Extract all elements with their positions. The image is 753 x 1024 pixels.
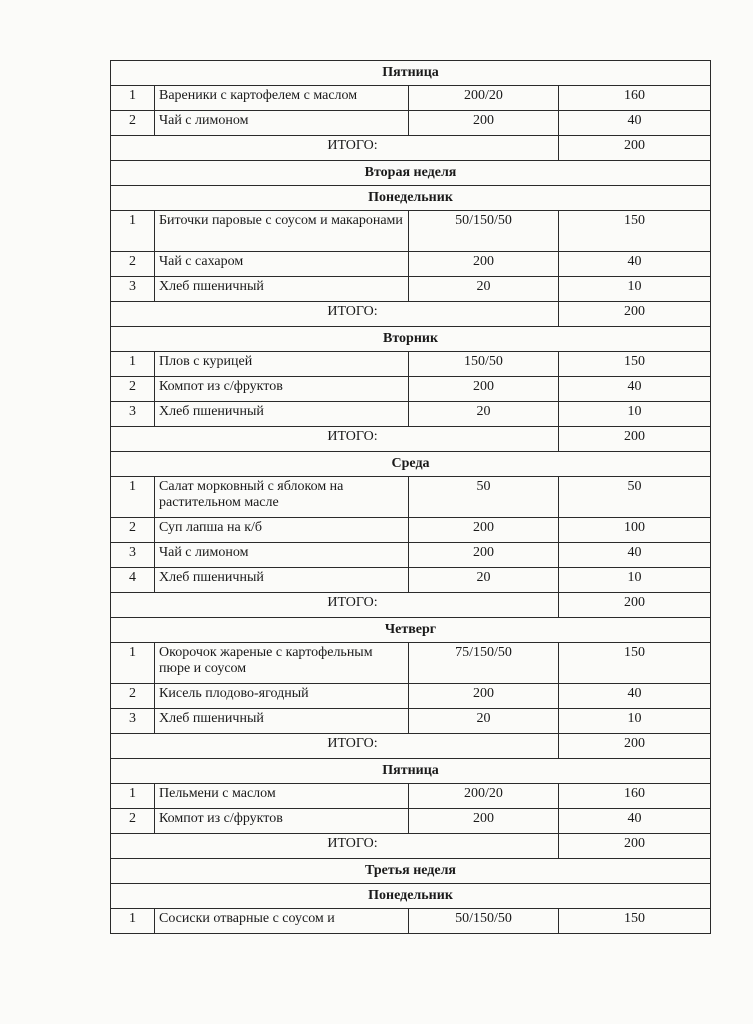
- section-header-row: [111, 759, 711, 784]
- calories: 10: [559, 277, 711, 302]
- calories: 10: [559, 709, 711, 734]
- dish-name: Биточки паровые с соусом и макаронами: [155, 211, 409, 252]
- portion-size: 20: [409, 277, 559, 302]
- total-row: [111, 734, 711, 759]
- item-number: 2: [111, 809, 155, 834]
- dish-name: Салат морковный с яблоком на растительном масле: [155, 477, 409, 518]
- calories: 40: [559, 252, 711, 277]
- table-row: [111, 568, 711, 593]
- portion-size: 200/20: [409, 86, 559, 111]
- calories: 50: [559, 477, 711, 518]
- section-header: Среда: [111, 452, 711, 477]
- section-header-row: [111, 327, 711, 352]
- calories: 10: [559, 568, 711, 593]
- calories: 150: [559, 909, 711, 934]
- section-header-row: [111, 186, 711, 211]
- item-number: 3: [111, 709, 155, 734]
- item-number: 3: [111, 543, 155, 568]
- menu-table: [110, 60, 711, 934]
- dish-name: Чай с сахаром: [155, 252, 409, 277]
- calories: 10: [559, 402, 711, 427]
- dish-name: Плов с курицей: [155, 352, 409, 377]
- dish-name: Хлеб пшеничный: [155, 568, 409, 593]
- dish-name: Компот из с/фруктов: [155, 809, 409, 834]
- item-number: 3: [111, 277, 155, 302]
- total-label: ИТОГО:: [111, 593, 559, 618]
- portion-size: 150/50: [409, 352, 559, 377]
- table-row: [111, 211, 711, 252]
- total-value: 200: [559, 136, 711, 161]
- item-number: 2: [111, 684, 155, 709]
- portion-size: 200: [409, 111, 559, 136]
- dish-name: Чай с лимоном: [155, 543, 409, 568]
- total-label: ИТОГО:: [111, 734, 559, 759]
- item-number: 2: [111, 377, 155, 402]
- section-header-row: [111, 884, 711, 909]
- calories: 150: [559, 211, 711, 252]
- table-row: [111, 809, 711, 834]
- section-header: Понедельник: [111, 186, 711, 211]
- dish-name: Сосиски отварные с соусом и: [155, 909, 409, 934]
- section-header: Четверг: [111, 618, 711, 643]
- portion-size: 200: [409, 684, 559, 709]
- section-header: Вторая неделя: [111, 161, 711, 186]
- dish-name: Суп лапша на к/б: [155, 518, 409, 543]
- item-number: 1: [111, 643, 155, 684]
- item-number: 1: [111, 784, 155, 809]
- total-label: ИТОГО:: [111, 302, 559, 327]
- portion-size: 50: [409, 477, 559, 518]
- portion-size: 200: [409, 377, 559, 402]
- portion-size: 200: [409, 252, 559, 277]
- total-label: ИТОГО:: [111, 834, 559, 859]
- portion-size: 75/150/50: [409, 643, 559, 684]
- total-row: [111, 427, 711, 452]
- section-header-row: [111, 452, 711, 477]
- section-header: Вторник: [111, 327, 711, 352]
- portion-size: 200: [409, 543, 559, 568]
- section-header-row: [111, 618, 711, 643]
- table-row: [111, 477, 711, 518]
- table-row: [111, 684, 711, 709]
- item-number: 1: [111, 352, 155, 377]
- item-number: 2: [111, 111, 155, 136]
- item-number: 1: [111, 477, 155, 518]
- total-row: [111, 834, 711, 859]
- section-header-row: [111, 161, 711, 186]
- item-number: 1: [111, 86, 155, 111]
- calories: 40: [559, 809, 711, 834]
- table-row: [111, 111, 711, 136]
- table-row: [111, 402, 711, 427]
- total-label: ИТОГО:: [111, 427, 559, 452]
- item-number: 2: [111, 518, 155, 543]
- portion-size: 20: [409, 709, 559, 734]
- dish-name: Вареники с картофелем с маслом: [155, 86, 409, 111]
- table-row: [111, 352, 711, 377]
- dish-name: Чай с лимоном: [155, 111, 409, 136]
- portion-size: 20: [409, 568, 559, 593]
- portion-size: 20: [409, 402, 559, 427]
- calories: 150: [559, 352, 711, 377]
- calories: 40: [559, 111, 711, 136]
- table-row: [111, 518, 711, 543]
- section-header: Третья неделя: [111, 859, 711, 884]
- dish-name: Хлеб пшеничный: [155, 277, 409, 302]
- table-row: [111, 784, 711, 809]
- item-number: 4: [111, 568, 155, 593]
- calories: 40: [559, 377, 711, 402]
- dish-name: Кисель плодово-ягодный: [155, 684, 409, 709]
- portion-size: 200/20: [409, 784, 559, 809]
- dish-name: Хлеб пшеничный: [155, 709, 409, 734]
- portion-size: 200: [409, 809, 559, 834]
- calories: 160: [559, 784, 711, 809]
- dish-name: Хлеб пшеничный: [155, 402, 409, 427]
- calories: 100: [559, 518, 711, 543]
- item-number: 3: [111, 402, 155, 427]
- total-label: ИТОГО:: [111, 136, 559, 161]
- section-header: Пятница: [111, 61, 711, 86]
- total-row: [111, 136, 711, 161]
- item-number: 2: [111, 252, 155, 277]
- calories: 160: [559, 86, 711, 111]
- dish-name: Пельмени с маслом: [155, 784, 409, 809]
- portion-size: 200: [409, 518, 559, 543]
- total-value: 200: [559, 302, 711, 327]
- section-header-row: [111, 61, 711, 86]
- table-row: [111, 709, 711, 734]
- total-value: 200: [559, 834, 711, 859]
- total-row: [111, 302, 711, 327]
- section-header: Понедельник: [111, 884, 711, 909]
- total-row: [111, 593, 711, 618]
- dish-name: Компот из с/фруктов: [155, 377, 409, 402]
- table-row: [111, 277, 711, 302]
- table-row: [111, 643, 711, 684]
- total-value: 200: [559, 593, 711, 618]
- table-row: [111, 377, 711, 402]
- table-row: [111, 909, 711, 934]
- calories: 150: [559, 643, 711, 684]
- calories: 40: [559, 543, 711, 568]
- portion-size: 50/150/50: [409, 211, 559, 252]
- table-row: [111, 252, 711, 277]
- table-row: [111, 543, 711, 568]
- total-value: 200: [559, 427, 711, 452]
- portion-size: 50/150/50: [409, 909, 559, 934]
- section-header: Пятница: [111, 759, 711, 784]
- dish-name: Окорочок жареные с картофельным пюре и соусом: [155, 643, 409, 684]
- menu-body: [111, 61, 711, 934]
- item-number: 1: [111, 909, 155, 934]
- calories: 40: [559, 684, 711, 709]
- item-number: 1: [111, 211, 155, 252]
- total-value: 200: [559, 734, 711, 759]
- section-header-row: [111, 859, 711, 884]
- table-row: [111, 86, 711, 111]
